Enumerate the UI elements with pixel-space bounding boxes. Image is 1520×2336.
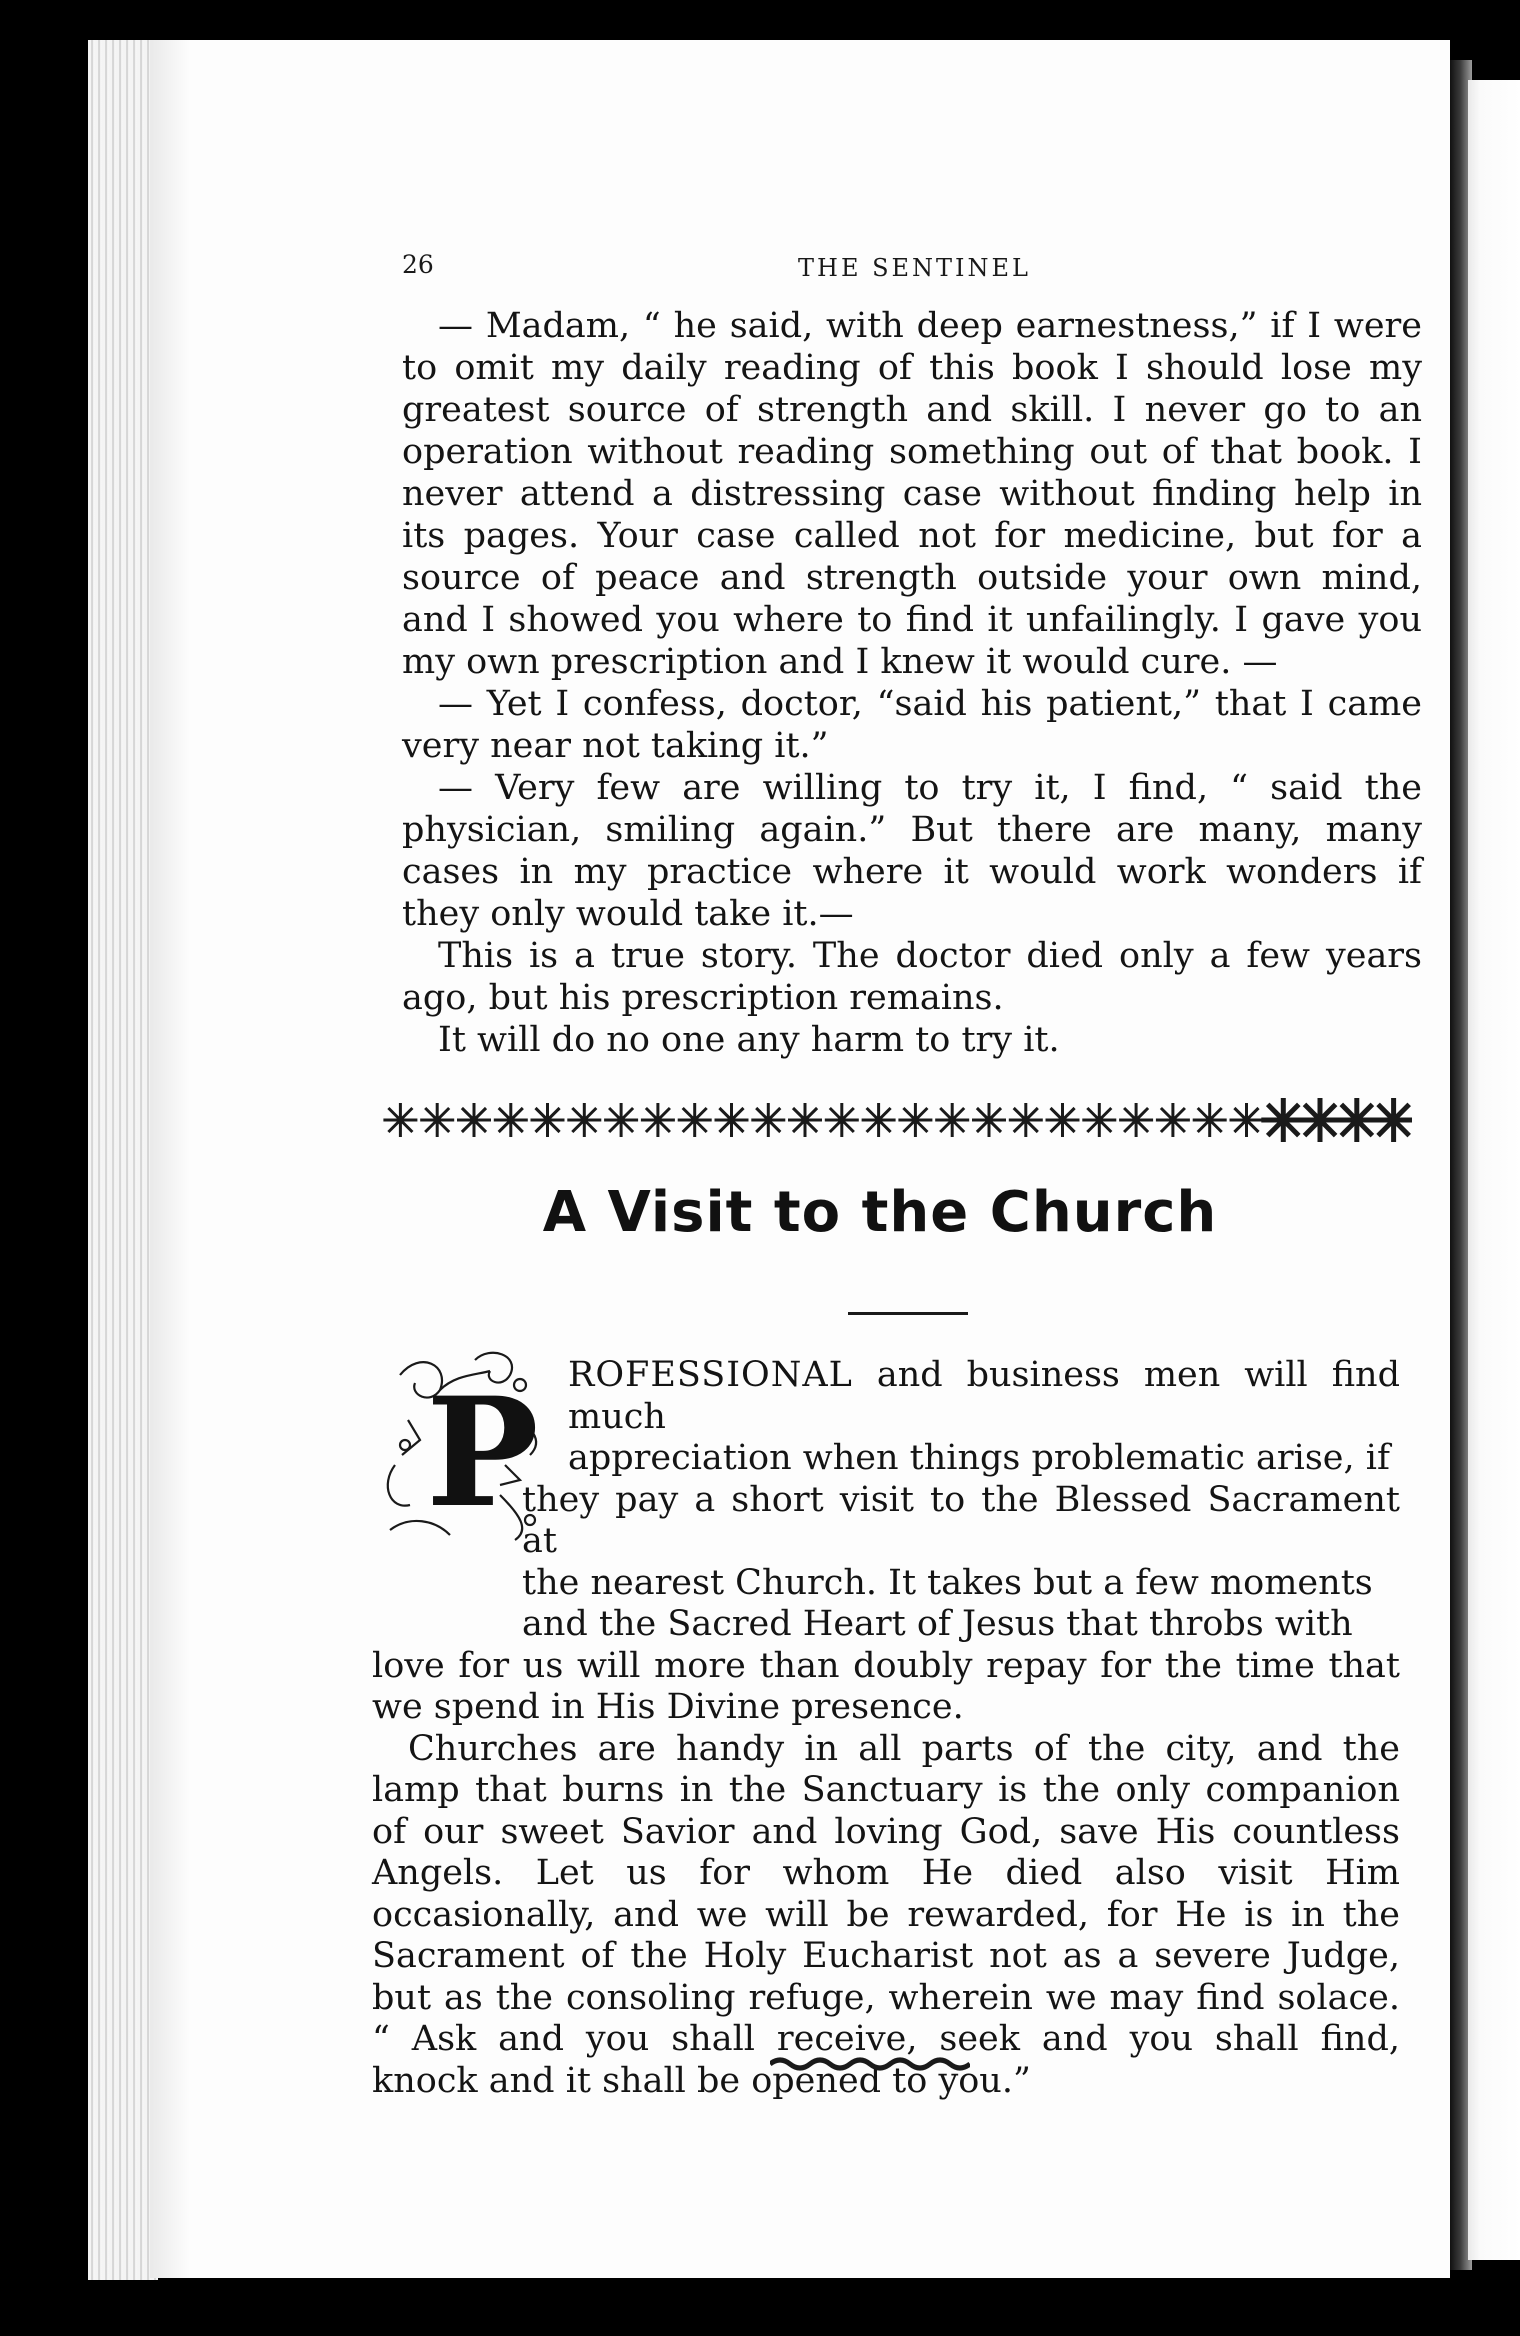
article-paragraph: love for us will more than doubly repay for the time that we spend in His Divine presence.	[372, 1645, 1400, 1727]
story-paragraph: This is a true story. The doctor died only a few years ago, but his prescription remains.	[402, 936, 1422, 1018]
ornament-star	[1230, 1103, 1264, 1137]
article-line: they pay a short visit to the Blessed Sacrament at	[522, 1479, 1400, 1561]
story-paragraph: — Very few are willing to try it, I find, “ said the physician, smiling again.” But there are many, many cases in my practice where it would work wonders if they only would take it.—	[402, 768, 1422, 934]
ornament-star	[715, 1103, 749, 1137]
article-line: the nearest Church. It takes but a few moments	[522, 1562, 1373, 1603]
story-text	[402, 305, 1422, 1061]
ornament-star	[604, 1103, 638, 1137]
ornament-star	[531, 1103, 565, 1137]
ornament-star	[751, 1103, 785, 1137]
title-underline	[848, 1312, 968, 1315]
ornament-star	[420, 1103, 454, 1137]
article-line: and the Sacred Heart of Jesus that throbs with	[522, 1604, 1353, 1644]
article-line-text: and business men will find much	[568, 1355, 1400, 1437]
ornament-star	[1009, 1103, 1043, 1137]
running-head: THE SENTINEL	[798, 254, 1031, 282]
ornament-star	[678, 1103, 712, 1137]
article-text	[372, 1355, 1400, 2102]
ornament-star	[1046, 1103, 1080, 1137]
opening-smallcaps: ROFESSIONAL	[568, 1355, 853, 1395]
ornament-star	[1082, 1103, 1116, 1137]
wavy-flourish-icon	[770, 2054, 970, 2074]
ornament-star	[898, 1103, 932, 1137]
star-ornament-icon	[382, 1095, 1412, 1145]
page-number: 26	[402, 250, 434, 279]
ornament-star	[1156, 1103, 1190, 1137]
page-stack-edge	[88, 40, 158, 2280]
article-line: appreciation when things problematic arise, if	[568, 1438, 1390, 1478]
ornament-star	[457, 1103, 491, 1137]
ornament-star	[494, 1103, 528, 1137]
story-paragraph: — Yet I confess, doctor, “said his patient,” that I came very near not taking it.”	[402, 684, 1422, 766]
ornament-star	[1119, 1103, 1153, 1137]
ornament-star	[383, 1103, 417, 1137]
ornament-star	[641, 1103, 675, 1137]
article-paragraph: Churches are handy in all parts of the city, and the lamp that burns in the Sanctuary is the only companion of our sweet Savior and loving God, save His countless Angels. Let us for whom He died also visit Him occasionally, and we will be rewarded, for He is in the Sacrament of the Holy Eucharist not as a severe Judge, but as the consoling refuge, wherein we may find solace. “ Ask and you shall receive, seek and you shall find, knock and it shall be opened to you.”	[372, 1728, 1400, 2101]
page-fold-shadow	[150, 40, 190, 2278]
ornament-star	[825, 1103, 859, 1137]
dropcap-letter: P	[426, 1365, 539, 1541]
facing-page-edge	[1468, 80, 1520, 2260]
ornament-star	[567, 1103, 601, 1137]
article-line	[372, 1355, 1400, 1438]
ornament-star	[972, 1103, 1006, 1137]
ornament-star	[1193, 1103, 1227, 1137]
story-paragraph: — Madam, “ he said, with deep earnestness,” if I were to omit my daily reading of this book I should lose my greatest source of strength and skill. I never go to an operation without reading something out of that book. I never attend a distressing case without finding help in its pages. Your case called not for medicine, but for a source of peace and strength outside your own mind, and I showed you where to find it unfailingly. I gave you my own prescription and I knew it would cure. —	[402, 306, 1422, 682]
story-paragraph: It will do no one any harm to try it.	[438, 1020, 1060, 1060]
ornament-star	[1372, 1098, 1412, 1142]
ornament-star	[935, 1103, 969, 1137]
ornament-star	[788, 1103, 822, 1137]
ornament-star	[862, 1103, 896, 1137]
article-title: A Visit to the Church	[542, 1180, 1218, 1245]
page-header	[402, 250, 1182, 290]
